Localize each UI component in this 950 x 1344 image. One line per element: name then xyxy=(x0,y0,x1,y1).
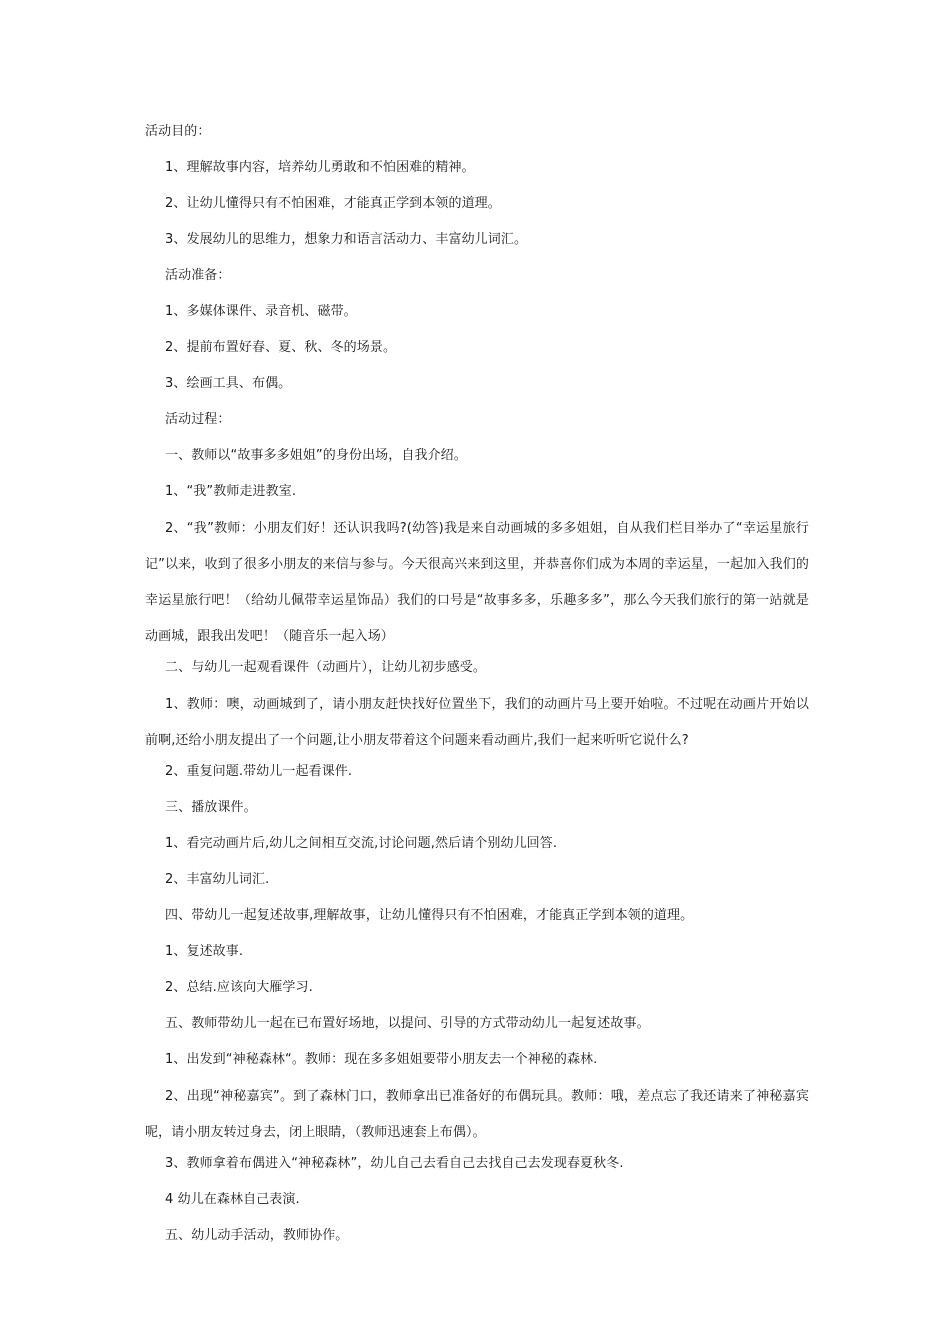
process-section-5b: 五、幼儿动手活动，教师协作。 xyxy=(165,1228,349,1243)
process-step-4-2: 2、总结.应该向大雁学习. xyxy=(165,980,313,995)
process-step-1-1: 1、“我”教师走进教室. xyxy=(165,484,297,499)
process-section-1: 一、教师以“故事多多姐姐”的身份出场，自我介绍。 xyxy=(165,448,467,463)
process-step-5-2: 2、出现“神秘嘉宾”。到了森林门口，教师拿出已准备好的布偶玩具。教师：哦，差点忘了我还请来了神秘嘉宾呢，请小朋友转过身去，闭上眼睛，（教师迅速套上布偶）。 xyxy=(145,1089,809,1140)
process-step-2-1: 1、教师：噢，动画城到了，请小朋友赶快找好位置坐下，我们的动画片马上要开始啦。不过呢在动画片开始以前啊,还给小朋友提出了一个问题,让小朋友带着这个问题来看动画片,我们一起来听听它说什么? xyxy=(145,697,809,748)
process-step-1-2: 2、“我”教师：小朋友们好！还认识我吗?(幼答)我是来自动画城的多多姐姐，自从我们栏目举办了“幸运星旅行记”以来，收到了很多小朋友的来信与参与。今天很高兴来到这里，并恭喜你们成为本周的幸运星，一起加入我们的幸运星旅行吧！（给幼儿佩带幸运星饰品）我们的口号是“故事多多，乐趣多多”，那么今天我们旅行的第一站就是动画城，跟我出发吧！（随音乐一起入场） xyxy=(145,521,809,644)
goal-item-2: 2、让幼儿懂得只有不怕困难，才能真正学到本领的道理。 xyxy=(165,196,501,211)
heading-activity-goals: 活动目的： xyxy=(145,124,211,139)
process-step-5-1: 1、出发到“神秘森林“。教师：现在多多姐姐要带小朋友去一个神秘的森林. xyxy=(165,1052,598,1067)
process-section-3: 三、播放课件。 xyxy=(165,800,257,815)
document-body xyxy=(145,121,809,1261)
prep-item-2: 2、提前布置好春、夏、秋、冬的场景。 xyxy=(165,340,397,355)
process-section-2: 二、与幼儿一起观看课件（动画片），让幼儿初步感受。 xyxy=(165,660,487,675)
goal-item-1: 1、理解故事内容，培养幼儿勇敢和不怕困难的精神。 xyxy=(165,160,475,175)
process-step-5-3: 3、教师拿着布偶进入“神秘森林”，幼儿自己去看自己去找自己去发现春夏秋冬. xyxy=(165,1156,624,1171)
heading-activity-preparation: 活动准备： xyxy=(165,268,231,283)
process-section-5: 五、教师带幼儿一起在已布置好场地，以提问、引导的方式带动幼儿一起复述故事。 xyxy=(165,1016,650,1031)
goal-item-3: 3、发展幼儿的思维力，想象力和语言活动力、丰富幼儿词汇。 xyxy=(165,232,528,247)
process-step-4-1: 1、复述故事. xyxy=(165,944,244,959)
process-step-5-4: 4 幼儿在森林自己表演. xyxy=(165,1192,300,1207)
process-step-3-2: 2、丰富幼儿词汇. xyxy=(165,872,270,887)
process-step-2-2: 2、重复问题.带幼儿一起看课件. xyxy=(165,764,353,779)
process-step-3-1: 1、看完动画片后,幼儿之间相互交流,讨论问题,然后请个别幼儿回答. xyxy=(165,836,558,851)
process-section-4: 四、带幼儿一起复述故事,理解故事，让幼儿懂得只有不怕困难，才能真正学到本领的道理。 xyxy=(165,908,694,923)
prep-item-1: 1、多媒体课件、录音机、磁带。 xyxy=(165,304,357,319)
heading-activity-process: 活动过程： xyxy=(165,412,231,427)
prep-item-3: 3、绘画工具、布偶。 xyxy=(165,376,292,391)
